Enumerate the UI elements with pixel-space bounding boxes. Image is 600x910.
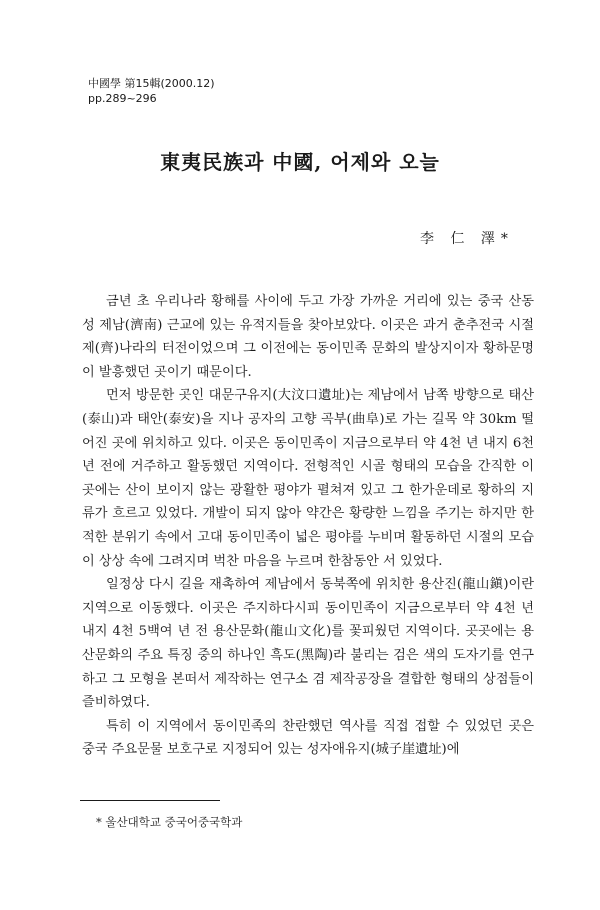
page-range: pp.289~296 <box>88 92 157 105</box>
author-name: 李 仁 澤* <box>420 231 514 247</box>
paragraph: 특히 이 지역에서 동이민족의 찬란했던 역사를 직접 접할 수 있었던 곳은 중국 주요문물 보호구로 지정되어 있는 성자애유지(城子崖遺址)에 <box>82 718 534 758</box>
footnote-divider <box>80 800 220 801</box>
journal-issue: 中國學 第15輯(2000.12) <box>88 77 215 90</box>
article-body <box>82 290 534 762</box>
paragraph: 일정상 다시 길을 재촉하여 제남에서 동북쪽에 위치한 용산진(龍山鎭)이란 지역으로 이동했다. 이곳은 주지하다시피 동이민족이 지금으로부터 약 4천 년 내지 4천 5백여 년 전 용산문화(龍山文化)를 꽃피웠던 지역이다. 곳곳에는 용산문화의 주요 특징 중의 하나인 흑도(黑陶)라 불리는 검은 색의 도자기를 연구하고 그 모형을 본떠서 제작하는 연구소 겸 제작공장을 결합한 형태의 상점들이 즐비하였다. <box>82 577 534 711</box>
paragraph: 금년 초 우리나라 황해를 사이에 두고 가장 가까운 거리에 있는 중국 산동성 제남(濟南) 근교에 있는 유적지들을 찾아보았다. 이곳은 과거 춘추전국 시절 제(齊)나라의 터전이었으며 그 이전에는 동이민족 문화의 발상지이자 황하문명이 발흥했던 곳이기 때문이다. <box>82 294 534 380</box>
article-title: 東夷民族과 中國, 어제와 오늘 <box>160 150 440 174</box>
journal-info <box>88 76 215 106</box>
paragraph: 먼저 방문한 곳인 대문구유지(大汶口遺址)는 제남에서 남쪽 방향으로 태산(泰山)과 태안(泰安)을 지나 공자의 고향 곡부(曲阜)로 가는 길목 약 30km 떨어진 곳에 위치하고 있다. 이곳은 동이민족이 지금으로부터 약 4천 년 내지 6천 년 전에 거주하고 활동했던 지역이다. 전형적인 시골 형태의 모습을 간직한 이곳에는 산이 보이지 않는 광활한 평야가 펼쳐져 있고 그 한가운데로 황하의 지류가 흐르고 있었다. 개발이 되지 않아 약간은 황량한 느낌을 주기는 하지만 한적한 분위기 속에서 고대 동이민족이 넓은 평야를 누비며 활동하던 시절의 모습이 상상 속에 그려지며 벅찬 마음을 누르며 한참동안 서 있었다. <box>82 388 534 569</box>
footnote: * 울산대학교 중국어중국학과 <box>96 815 243 829</box>
